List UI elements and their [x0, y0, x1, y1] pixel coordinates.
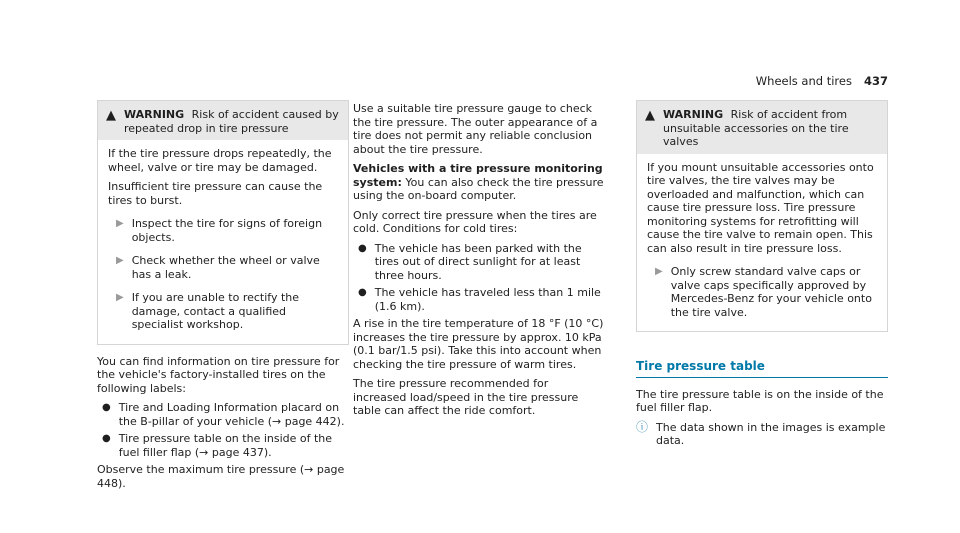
warning-paragraph: If the tire pressure drops repeatedly, the wheel, valve or tire may be damaged.: [108, 147, 332, 174]
action-step: [116, 291, 338, 332]
bullet-icon: ●: [358, 242, 367, 254]
warning-header: [98, 101, 348, 140]
list-item-text: Tire pressure table on the inside of the fuel filler flap (→ page 437).: [118, 432, 333, 459]
action-step-text: Inspect the tire for signs of foreign objects.: [131, 217, 323, 244]
warning-paragraph: If you mount unsuitable accessories onto tire valves, the tire valves may be overloaded and malfunction, which can cause tire pressure loss. Tire pressure monitoring systems for retrofitting will cause the tire valve to remain open. This can also result in tire pressure loss.: [647, 160, 874, 255]
body-paragraph: Only correct tire pressure when the tires are cold. Conditions for cold tires:: [353, 208, 597, 235]
warning-box-tire-pressure-drop: [97, 100, 349, 345]
warning-body: [98, 140, 348, 344]
warning-triangle-icon: ▲: [106, 108, 116, 123]
list-item-text: The vehicle has been parked with the tires out of direct sunlight for at least three hours.: [374, 241, 582, 282]
page-number: 437: [863, 74, 888, 88]
warning-paragraph: Insufficient tire pressure can cause the tires to burst.: [108, 180, 323, 207]
action-arrow-icon: ▶: [655, 266, 663, 277]
bullet-icon: ●: [102, 433, 111, 444]
warning-title: Risk of accident from unsuitable accessories on the tire valves: [663, 108, 849, 148]
list-item: [102, 432, 349, 459]
body-paragraph: You can find information on tire pressure for the vehicle's factory-installed tires on the following labels:: [97, 354, 340, 395]
action-arrow-icon: ▶: [116, 218, 124, 229]
action-step: [116, 254, 338, 281]
warning-label: WARNING: [663, 108, 724, 121]
action-step: [116, 217, 338, 244]
body-paragraph: A rise in the tire temperature of 18 °F (10 °C) increases the tire pressure by approx. 10 kPa (0.1 bar/1.5 psi). Take this into account when checking the tire pressure of warm tires.: [353, 317, 604, 371]
info-icon: ⓘ: [636, 419, 649, 434]
warning-triangle-icon: ▲: [645, 108, 655, 123]
list-item-text: Tire and Loading Information placard on the B-pillar of your vehicle (→ page 442).: [118, 401, 345, 428]
bullet-icon: ●: [102, 402, 111, 413]
warning-title: Risk of accident caused by repeated drop in tire pressure: [124, 108, 339, 135]
action-step-text: Check whether the wheel or valve has a leak.: [131, 254, 320, 281]
warning-header: [637, 101, 887, 154]
body-paragraph: Observe the maximum tire pressure (→ page 448).: [97, 463, 345, 490]
paragraph-text: You can also check the tire pressure using the on-board computer.: [353, 175, 604, 202]
section-name: Wheels and tires: [755, 74, 852, 88]
action-step-text: If you are unable to rectify the damage, contact a qualified specialist workshop.: [131, 291, 300, 331]
info-note-text: The data shown in the images is example data.: [656, 420, 886, 447]
warning-heading: [663, 108, 879, 149]
page-header: [756, 74, 888, 88]
warning-box-unsuitable-accessories: [636, 100, 888, 332]
warning-body: [637, 154, 887, 332]
warning-heading: [124, 108, 340, 135]
list-item: [358, 242, 605, 283]
action-step-text: Only screw standard valve caps or valve caps specifically approved by Mercedes-Benz for your vehicle onto the tire valve.: [670, 265, 872, 319]
body-paragraph: The tire pressure table is on the inside of the fuel filler flap.: [636, 387, 884, 414]
body-paragraph-tpms: [353, 162, 605, 203]
info-note: [636, 421, 888, 448]
column-3: [636, 100, 888, 448]
body-paragraph: The tire pressure recommended for increased load/speed in the tire pressure table can affect the ride comfort.: [353, 377, 579, 417]
action-step: [655, 265, 877, 319]
list-item-text: The vehicle has traveled less than 1 mile (1.6 km).: [374, 286, 601, 313]
section-title: Tire pressure table: [636, 360, 888, 378]
warning-label: WARNING: [124, 108, 185, 121]
action-arrow-icon: ▶: [116, 292, 124, 303]
body-paragraph: Use a suitable tire pressure gauge to check the tire pressure. The outer appearance of a tire does not permit any reliable conclusion about the tire pressure.: [353, 102, 598, 156]
bullet-icon: ●: [358, 287, 367, 298]
list-item: [358, 286, 605, 313]
column-2: [353, 102, 605, 424]
bold-lead: Vehicles with a tire pressure monitoring system:: [353, 162, 603, 189]
action-arrow-icon: ▶: [116, 255, 124, 266]
list-item: [102, 401, 349, 428]
column-1: [97, 100, 349, 496]
